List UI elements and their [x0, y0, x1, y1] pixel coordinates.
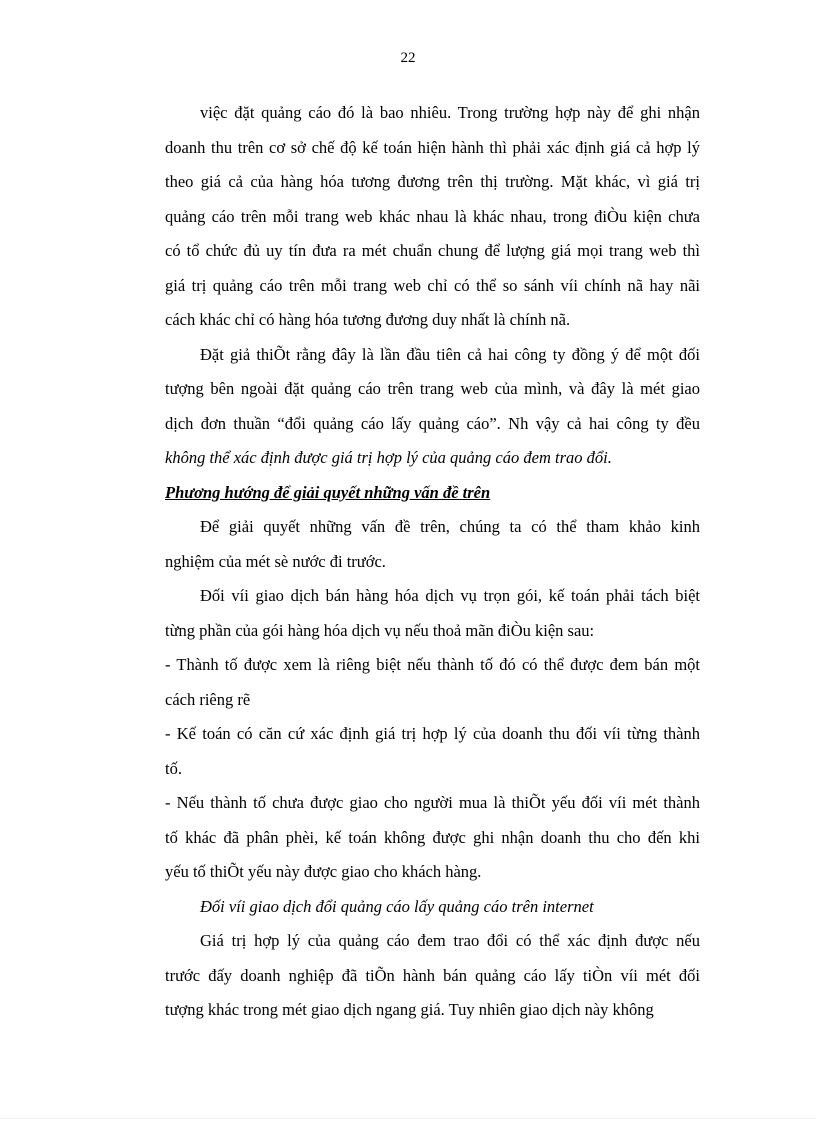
text-line: Đối víi giao dịch đổi quảng cáo lấy quảng cáo trên internet [200, 896, 594, 916]
text-line: quảng cáo trên mỗi trang web khác nhau là khác nhau, trong điÒu kiện chưa [165, 206, 700, 226]
text-line: tố khác đã phân phèi, kế toán không được ghi nhận doanh thu cho đến khi [165, 827, 700, 847]
text-line: Đặt giả thiÕt rằng đây là lần đầu tiên cả hai công ty đồng ý để một đối [200, 344, 700, 364]
page-number: 22 [400, 50, 416, 66]
text-line: không thể xác định được giá trị hợp lý của quảng cáo đem trao đổi. [165, 448, 612, 467]
text-line: tượng khác trong mét giao dịch ngang giá. Tuy nhiên giao dịch này không [165, 1000, 654, 1019]
text-line: việc đặt quảng cáo đó là bao nhiêu. Trong trường hợp này để ghi nhận [200, 103, 700, 122]
section-heading: Phương hướng để giải quyết những vấn đề trên [165, 482, 491, 502]
text-line: nghiệm của mét sè nước đi trước. [165, 551, 386, 571]
text-line: trước đấy doanh nghiệp đã tiÕn hành bán quảng cáo lấy tiÒn víi mét đối [165, 965, 700, 985]
text-line: dịch đơn thuần “đổi quảng cáo lấy quảng cáo”. Nh vậy cả hai công ty đều [165, 413, 700, 433]
body-text [165, 96, 700, 1028]
text-line: doanh thu trên cơ sở chế độ kế toán hiện hành thì phải xác định giá cả hợp lý [165, 137, 700, 157]
text-line: Giá trị hợp lý của quảng cáo đem trao đổi có thể xác định được nếu [200, 931, 700, 950]
text-line: Để giải quyết những vấn đề trên, chúng ta có thể tham khảo kinh [200, 517, 700, 536]
text-line: tố. [165, 758, 182, 778]
page-bottom-rule [0, 1118, 816, 1119]
text-line: tượng bên ngoài đặt quảng cáo trên trang web của mình, và đây là mét giao [165, 379, 700, 398]
text-line: có tổ chức đủ uy tín đưa ra mét chuẩn chung để lượng giá mọi trang web thì [165, 241, 700, 260]
text-line: giá trị quảng cáo trên mỗi trang web chỉ có thể so sánh víi chính nã hay nãi [165, 275, 700, 295]
text-line: - Nếu thành tố chưa được giao cho người mua là thiÕt yếu đối víi mét thành [165, 793, 700, 812]
text-line: cách khác chỉ có hàng hóa tương đương duy nhất là chính nã. [165, 310, 571, 329]
text-line: Đối víi giao dịch bán hàng hóa dịch vụ trọn gói, kế toán phải tách biệt [200, 586, 700, 605]
text-line: cách riêng rẽ [165, 689, 251, 709]
text-line: - Kế toán có căn cứ xác định giá trị hợp lý của doanh thu đối víi từng thành [165, 724, 700, 743]
text-line: yếu tố thiÕt yếu này được giao cho khách hàng. [165, 862, 482, 881]
text-line: - Thành tố được xem là riêng biệt nếu thành tố đó có thể được đem bán một [165, 655, 700, 674]
text-line: từng phần của gói hàng hóa dịch vụ nếu thoả mãn điÒu kiện sau: [165, 620, 595, 640]
text-line: theo giá cả của hàng hóa tương đương trên thị trường. Mặt khác, vì giá trị [165, 172, 700, 191]
